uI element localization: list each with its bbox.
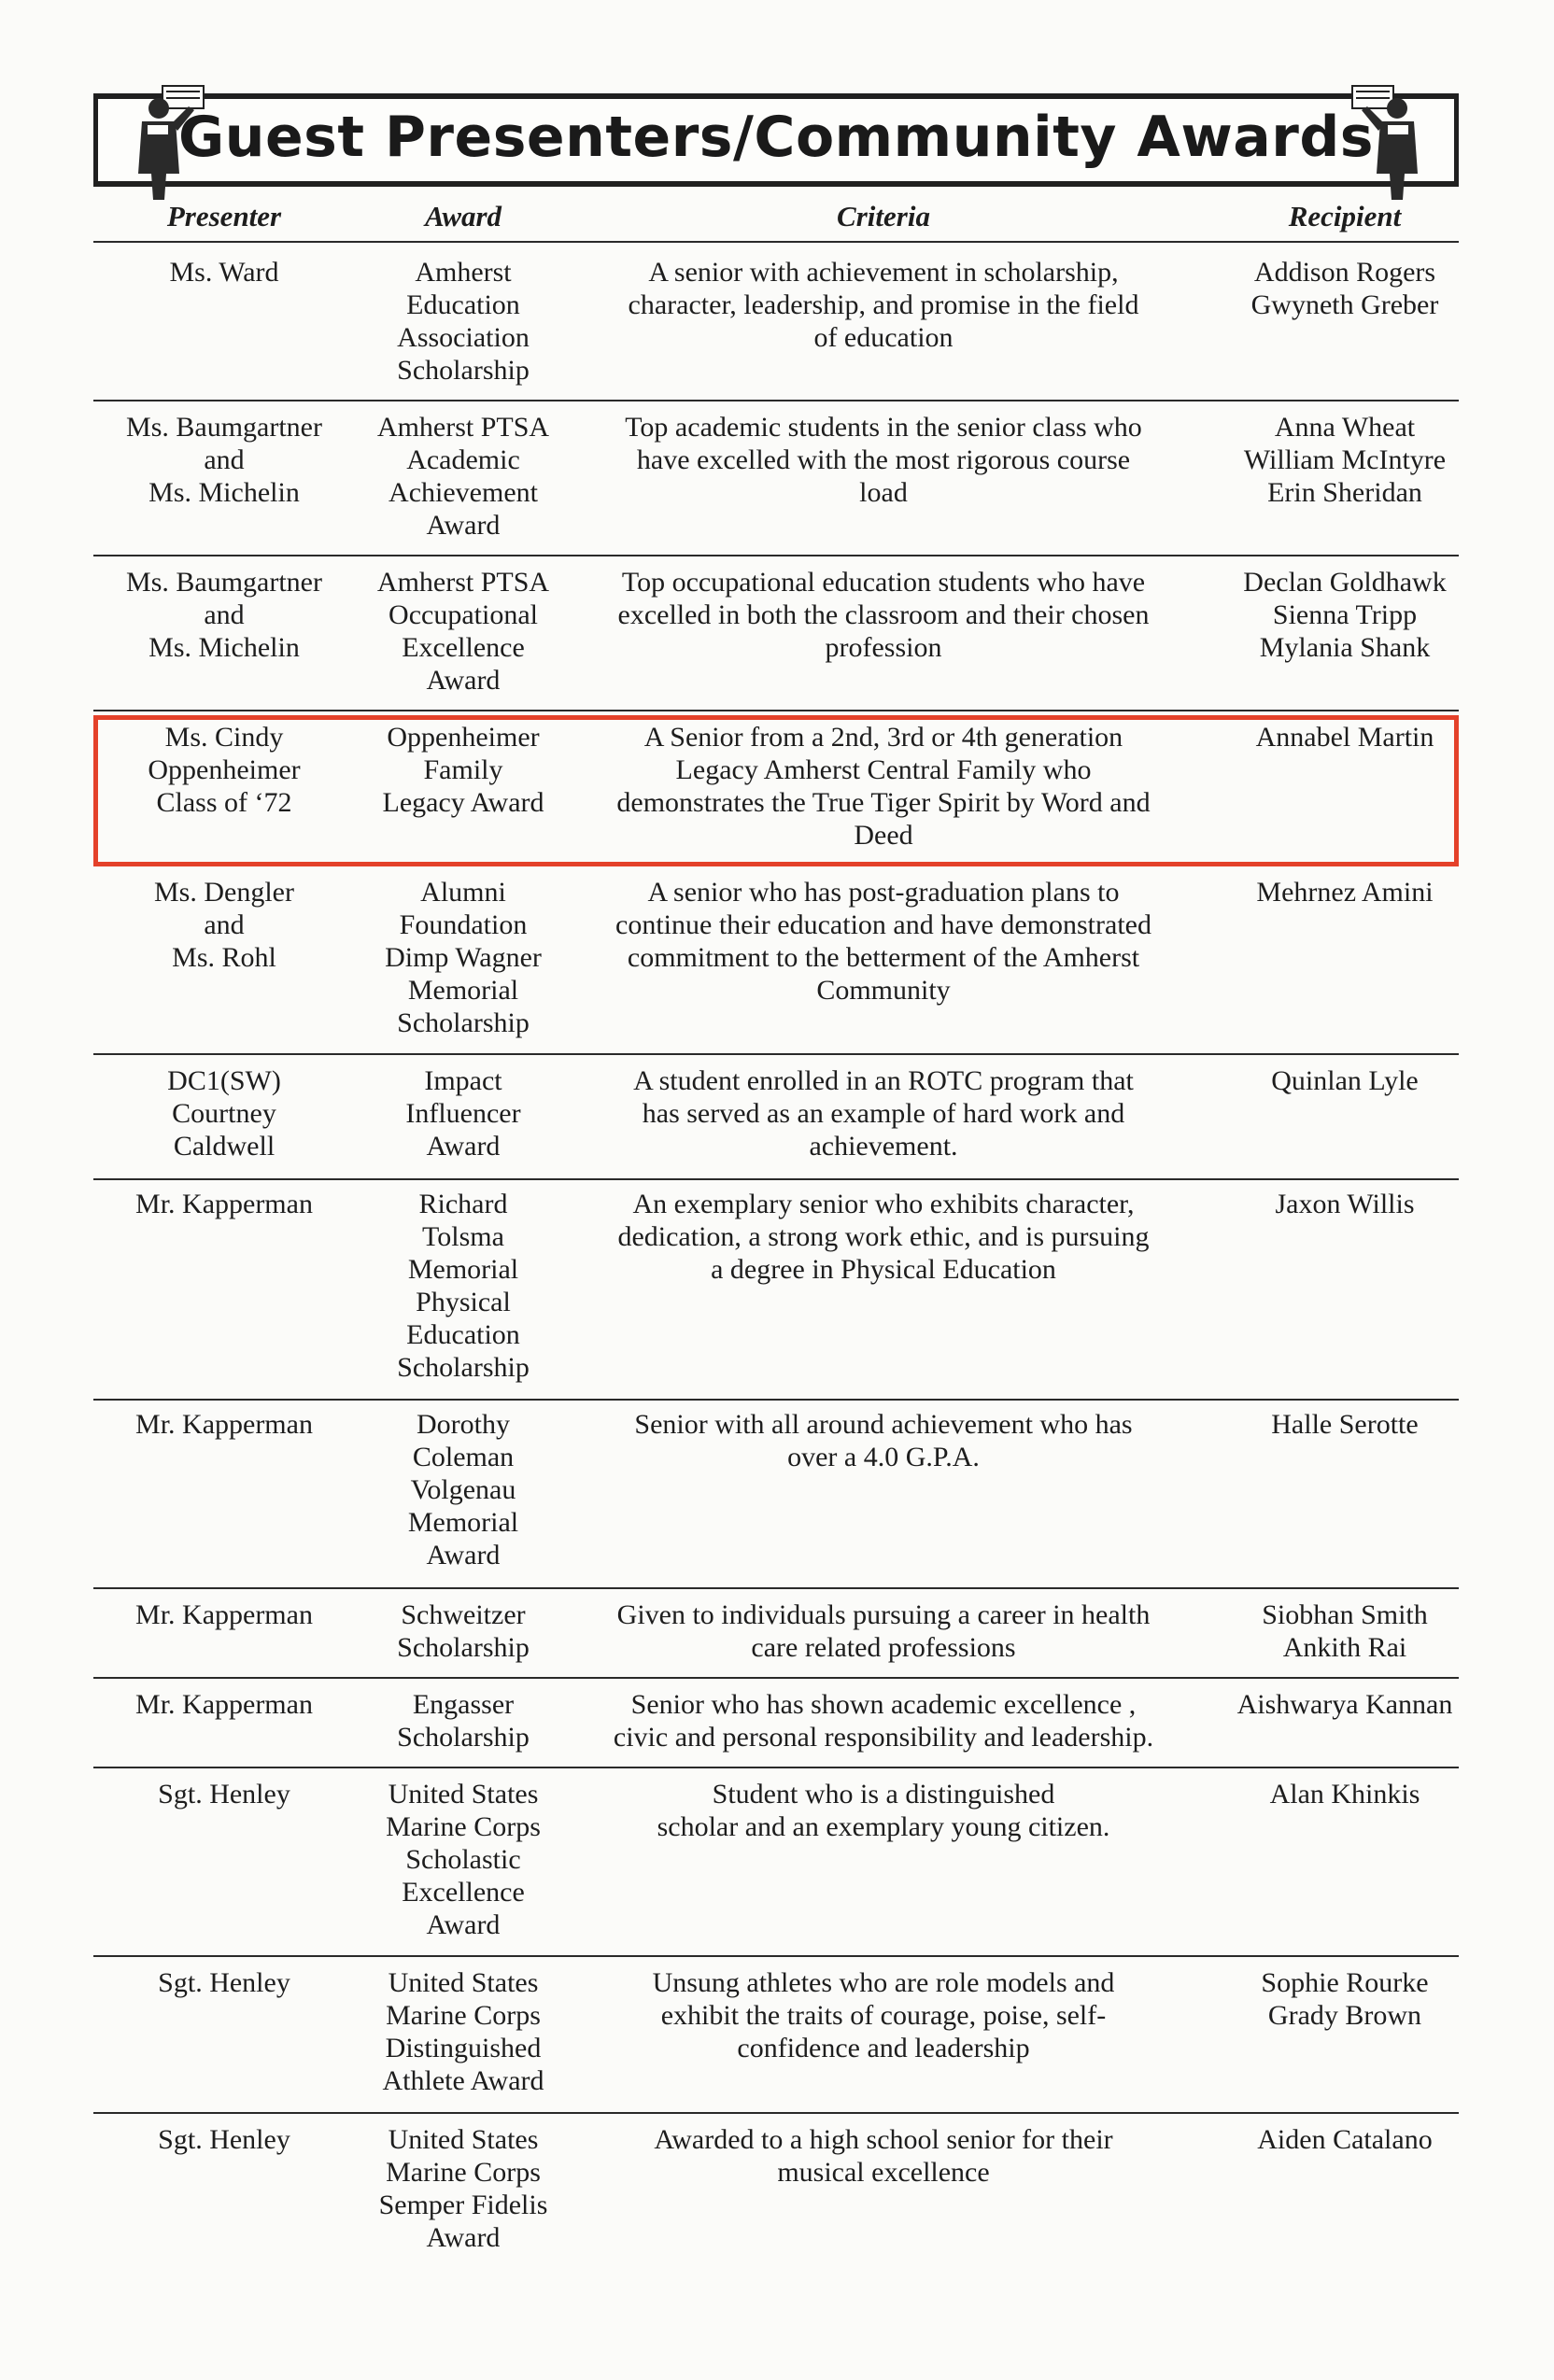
presenter-line: Ms. Baumgartner [126, 412, 322, 443]
criteria-line: have excelled with the most rigorous course [636, 444, 1131, 475]
award-line: Award [426, 1909, 501, 1940]
presenter-line: and [204, 599, 245, 630]
award-line: Memorial [407, 975, 519, 1006]
criteria-line: Awarded to a high school senior for their [654, 2124, 1113, 2155]
recipient-cell [1214, 1778, 1476, 1810]
recipient-cell [1214, 566, 1476, 664]
criteria-cell [573, 256, 1194, 354]
table-header [93, 200, 1459, 241]
presenter-cell [93, 566, 355, 664]
criteria-cell [573, 1966, 1194, 2064]
criteria-line: load [859, 477, 908, 508]
recipient-cell [1214, 1598, 1476, 1664]
presenter-cell [93, 2123, 355, 2156]
presenter-line: Oppenheimer [148, 754, 301, 785]
presenter-line: Ms. Dengler [154, 877, 294, 908]
criteria-line: dedication, a strong work ethic, and is pursuing [617, 1221, 1150, 1252]
award-line: Volgenau [410, 1474, 516, 1505]
criteria-cell [573, 566, 1194, 664]
criteria-line: Community [816, 975, 951, 1006]
recipient-line: Ankith Rai [1282, 1632, 1407, 1663]
criteria-line: Top academic students in the senior class who [625, 412, 1142, 443]
row-divider [93, 2112, 1459, 2114]
award-line: Impact [424, 1065, 502, 1096]
award-line: United States [388, 1779, 539, 1810]
criteria-line: achievement. [809, 1131, 958, 1162]
recipient-line: Sienna Tripp [1272, 599, 1418, 630]
criteria-line: Senior who has shown academic excellence , [630, 1689, 1137, 1720]
recipient-line: Gwyneth Greber [1250, 289, 1439, 320]
recipient-cell [1214, 876, 1476, 908]
presenter-line: Mr. Kapperman [135, 1189, 313, 1219]
presenter-cell [93, 1188, 355, 1220]
award-line: Award [426, 2222, 501, 2253]
page-title: Guest Presenters/Community Awards [178, 105, 1374, 170]
criteria-cell [573, 1188, 1194, 1286]
award-line: Oppenheimer [387, 722, 540, 753]
recipient-line: Jaxon Willis [1275, 1189, 1415, 1219]
criteria-line: A Senior from a 2nd, 3rd or 4th generation [643, 722, 1123, 753]
row-divider [93, 1178, 1459, 1180]
criteria-cell [573, 1688, 1194, 1753]
criteria-line: A senior who has post-graduation plans to [647, 877, 1120, 908]
criteria-line: civic and personal responsibility and leadership. [613, 1722, 1154, 1753]
award-cell [353, 256, 573, 387]
award-line: Amherst PTSA [376, 412, 550, 443]
column-header-criteria: Criteria [837, 200, 930, 232]
criteria-line: Student who is a distinguished [712, 1779, 1055, 1810]
criteria-line: An exemplary senior who exhibits character, [632, 1189, 1135, 1219]
recipient-cell [1214, 1966, 1476, 2032]
title-banner [93, 80, 1459, 198]
recipient-line: Erin Sheridan [1267, 477, 1422, 508]
award-line: Semper Fidelis [378, 2190, 548, 2220]
criteria-line: musical excellence [777, 2157, 990, 2188]
recipient-line: Halle Serotte [1271, 1409, 1419, 1440]
criteria-cell [573, 1598, 1194, 1664]
criteria-line: Deed [854, 820, 913, 851]
recipient-line: Grady Brown [1267, 2000, 1422, 2031]
award-line: Association [397, 322, 530, 353]
recipient-cell [1214, 721, 1476, 753]
award-cell [353, 1688, 573, 1753]
award-line: Achievement [388, 477, 538, 508]
recipient-cell [1214, 411, 1476, 509]
recipient-line: Aiden Catalano [1257, 2124, 1433, 2155]
presenter-line: Mr. Kapperman [135, 1409, 313, 1440]
award-cell [353, 2123, 573, 2254]
award-line: Influencer [405, 1098, 521, 1129]
recipient-line: Sophie Rourke [1261, 1967, 1429, 1998]
criteria-cell [573, 2123, 1194, 2189]
presenter-cell [93, 1966, 355, 1999]
award-cell [353, 876, 573, 1039]
presenter-line: Ms. Cindy [164, 722, 284, 753]
award-line: Scholarship [397, 355, 530, 386]
presenter-cell [93, 1598, 355, 1631]
recipient-cell [1214, 2123, 1476, 2156]
criteria-line: excelled in both the classroom and their chosen [617, 599, 1150, 630]
recipient-line: Anna Wheat [1274, 412, 1416, 443]
award-line: Award [426, 510, 501, 541]
recipient-line: Siobhan Smith [1262, 1599, 1428, 1630]
award-line: Marine Corps [386, 1811, 541, 1842]
criteria-cell [573, 721, 1194, 852]
award-line: Occupational [388, 599, 538, 630]
row-divider [93, 1399, 1459, 1401]
row-divider [93, 710, 1459, 711]
criteria-cell [573, 876, 1194, 1007]
presenter-cell [93, 721, 355, 819]
criteria-line: a degree in Physical Education [711, 1254, 1056, 1285]
award-cell [353, 1188, 573, 1384]
award-line: Scholarship [397, 1007, 530, 1038]
presenter-line: Sgt. Henley [158, 1967, 290, 1998]
row-divider [93, 1767, 1459, 1768]
award-line: United States [388, 1967, 539, 1998]
award-line: Excellence [402, 632, 525, 663]
award-line: Foundation [399, 909, 528, 940]
criteria-line: scholar and an exemplary young citizen. [657, 1811, 1110, 1842]
recipient-cell [1214, 1064, 1476, 1097]
criteria-line: A student enrolled in an ROTC program that [633, 1065, 1134, 1096]
criteria-line: has served as an example of hard work and [642, 1098, 1125, 1129]
award-line: Amherst PTSA [376, 567, 550, 598]
award-line: Education [406, 1319, 520, 1350]
presenter-line: Mr. Kapperman [135, 1689, 313, 1720]
award-line: Coleman [412, 1442, 515, 1472]
row-divider [93, 400, 1459, 401]
column-header-recipient: Recipient [1288, 200, 1402, 232]
row-divider [93, 555, 1459, 556]
award-line: Award [426, 1131, 501, 1162]
award-line: Excellence [402, 1877, 525, 1908]
award-cell [353, 1064, 573, 1162]
award-line: Education [406, 289, 520, 320]
award-line: Memorial [407, 1507, 519, 1538]
presenter-line: Sgt. Henley [158, 2124, 290, 2155]
award-cell [353, 721, 573, 819]
criteria-line: over a 4.0 G.P.A. [787, 1442, 980, 1472]
presenter-cell [93, 876, 355, 974]
award-line: Tolsma [422, 1221, 504, 1252]
award-line: Award [426, 1540, 501, 1570]
criteria-line: of education [813, 322, 954, 353]
award-line: Academic [406, 444, 520, 475]
criteria-line: Senior with all around achievement who has [634, 1409, 1133, 1440]
presenter-line: DC1(SW) [167, 1065, 281, 1096]
criteria-line: Legacy Amherst Central Family who [675, 754, 1092, 785]
presenter-line: Class of ‘72 [156, 787, 292, 818]
column-header-award: Award [424, 200, 502, 232]
presenter-line: Caldwell [173, 1131, 275, 1162]
criteria-cell [573, 1778, 1194, 1843]
award-line: Alumni [420, 877, 506, 908]
presenter-line: Ms. Rohl [172, 942, 276, 973]
criteria-line: demonstrates the True Tiger Spirit by Word and [616, 787, 1151, 818]
award-line: Family [423, 754, 503, 785]
row-divider [93, 1053, 1459, 1055]
award-cell [353, 1598, 573, 1664]
award-line: Marine Corps [386, 2157, 541, 2188]
criteria-line: character, leadership, and promise in the field [628, 289, 1139, 320]
recipient-cell [1214, 256, 1476, 321]
award-line: Dimp Wagner [385, 942, 542, 973]
recipient-line: Quinlan Lyle [1271, 1065, 1419, 1096]
criteria-line: Given to individuals pursuing a career in health [616, 1599, 1151, 1630]
award-line: Richard [418, 1189, 508, 1219]
criteria-line: Top occupational education students who have [621, 567, 1146, 598]
row-divider [93, 1587, 1459, 1589]
column-header-presenter: Presenter [166, 200, 282, 232]
criteria-line: confidence and leadership [737, 2033, 1030, 2063]
row-divider [93, 865, 1459, 866]
criteria-line: commitment to the betterment of the Amherst [627, 942, 1140, 973]
award-line: Memorial [407, 1254, 519, 1285]
award-line: Scholarship [397, 1352, 530, 1383]
criteria-line: care related professions [751, 1632, 1016, 1663]
recipient-line: Aishwarya Kannan [1236, 1689, 1453, 1720]
presenter-line: Ms. Michelin [148, 477, 300, 508]
recipient-cell [1214, 1188, 1476, 1220]
award-cell [353, 1778, 573, 1941]
presenter-line: Ms. Michelin [148, 632, 300, 663]
criteria-line: Unsung athletes who are role models and [652, 1967, 1115, 1998]
award-line: Scholastic [405, 1844, 521, 1875]
award-line: United States [388, 2124, 539, 2155]
criteria-cell [573, 1064, 1194, 1162]
criteria-line: profession [825, 632, 942, 663]
presenter-cell [93, 1688, 355, 1721]
award-line: Distinguished [385, 2033, 542, 2063]
recipient-line: Mehrnez Amini [1256, 877, 1434, 908]
award-line: Engasser [412, 1689, 515, 1720]
presenter-line: Mr. Kapperman [135, 1599, 313, 1630]
recipient-line: Declan Goldhawk [1243, 567, 1447, 598]
row-divider [93, 241, 1459, 243]
criteria-line: exhibit the traits of courage, poise, self- [660, 2000, 1107, 2031]
award-line: Marine Corps [386, 2000, 541, 2031]
criteria-line: A senior with achievement in scholarship, [648, 257, 1119, 288]
award-line: Dorothy [417, 1409, 510, 1440]
recipient-line: Mylania Shank [1259, 632, 1431, 663]
award-line: Schweitzer [401, 1599, 526, 1630]
recipient-line: Annabel Martin [1255, 722, 1434, 753]
presenter-line: and [204, 909, 245, 940]
presenter-line: Courtney [172, 1098, 276, 1129]
presenter-cell [93, 1408, 355, 1441]
presenter-cell [93, 1064, 355, 1162]
presenter-cell [93, 1778, 355, 1810]
award-line: Amherst [415, 257, 512, 288]
award-cell [353, 1408, 573, 1571]
presenter-line: Sgt. Henley [158, 1779, 290, 1810]
award-line: Scholarship [397, 1722, 530, 1753]
criteria-cell [573, 1408, 1194, 1473]
award-cell [353, 1966, 573, 2097]
presenter-cell [93, 256, 355, 289]
award-cell [353, 566, 573, 697]
presenter-line: and [204, 444, 245, 475]
row-divider [93, 1955, 1459, 1957]
recipient-line: Alan Khinkis [1269, 1779, 1420, 1810]
award-line: Legacy Award [382, 787, 544, 818]
criteria-line: continue their education and have demonstrated [615, 909, 1151, 940]
presenter-line: Ms. Baumgartner [126, 567, 322, 598]
recipient-cell [1214, 1688, 1476, 1721]
presenter-cell [93, 411, 355, 509]
award-line: Scholarship [397, 1632, 530, 1663]
row-divider [93, 1677, 1459, 1679]
award-line: Athlete Award [382, 2065, 544, 2096]
recipient-line: Addison Rogers [1253, 257, 1436, 288]
award-line: Physical [416, 1287, 511, 1317]
criteria-cell [573, 411, 1194, 509]
award-cell [353, 411, 573, 542]
recipient-line: William McIntyre [1243, 444, 1447, 475]
award-line: Award [426, 665, 501, 696]
presenter-line: Ms. Ward [169, 257, 279, 288]
recipient-cell [1214, 1408, 1476, 1441]
